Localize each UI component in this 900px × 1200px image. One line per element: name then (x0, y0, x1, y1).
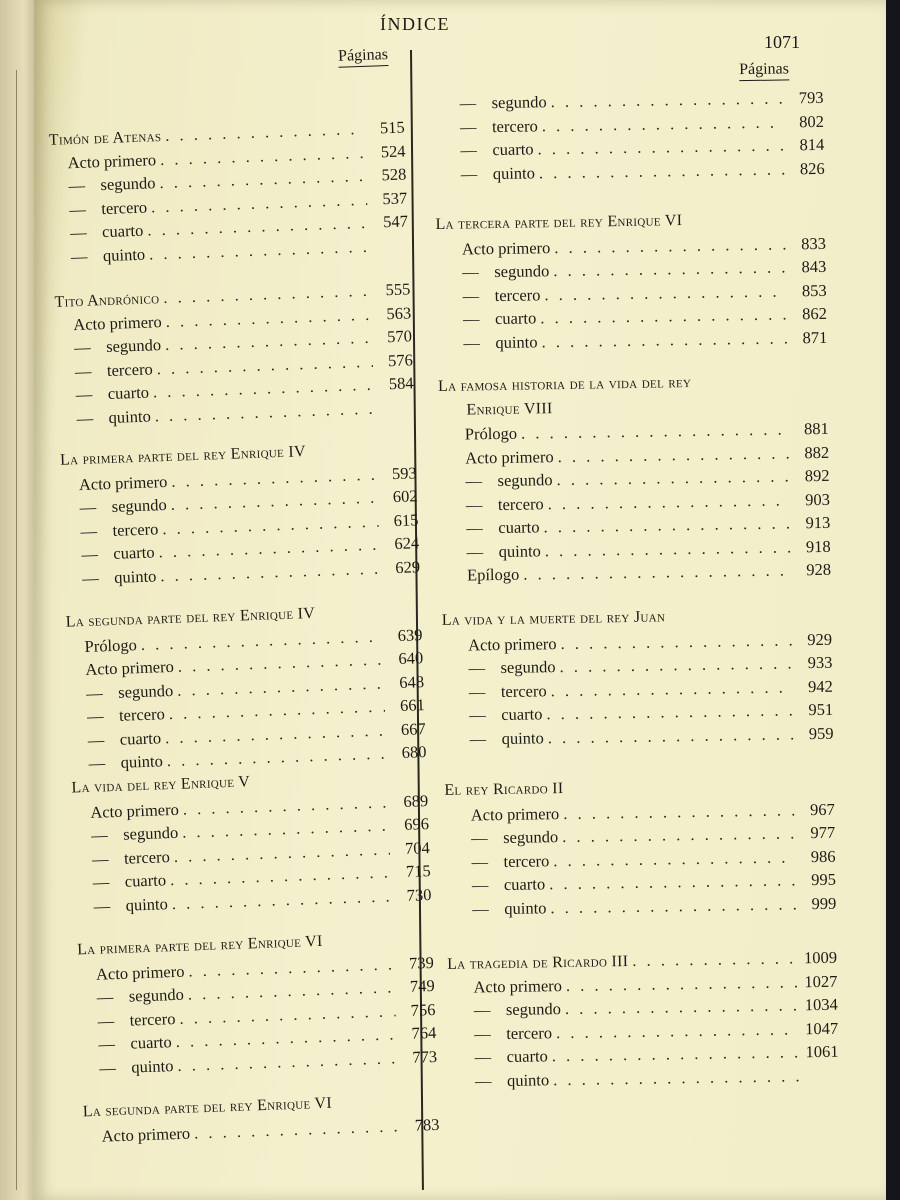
section-title: La vida y la muerte del rey Juan (441, 608, 666, 629)
entry-label: tercero (123, 846, 171, 868)
section-title: La segunda parte del rey Enrique IV (65, 604, 316, 631)
entry-label: segundo (128, 984, 185, 1006)
page-ref: 814 (799, 134, 825, 155)
background-edge (886, 0, 900, 1200)
entry-label: tercero (497, 493, 544, 514)
entry-dash: — (466, 541, 484, 562)
index-entry (441, 558, 831, 588)
page-ref: 1061 (805, 1041, 839, 1062)
entry-label: tercero (129, 1008, 176, 1030)
page-ref: 715 (405, 861, 431, 881)
entry-dash: — (459, 93, 477, 113)
entry-dash: — (86, 706, 104, 726)
entry-label: Acto primero (72, 311, 163, 334)
dot-leader (632, 946, 797, 972)
page-ref: 951 (808, 699, 834, 720)
page-ref: 928 (806, 559, 832, 580)
dot-leader (553, 1064, 799, 1091)
page-ref: 942 (807, 676, 833, 696)
page-ref (379, 412, 415, 413)
entry-label: segundo (117, 680, 174, 702)
page-ref: 624 (394, 533, 420, 554)
page-ref: 995 (810, 869, 837, 890)
page-ref: 871 (802, 327, 828, 347)
entry-label: tercero (500, 680, 547, 701)
entry-dash: — (471, 828, 488, 848)
index-entry (435, 156, 825, 186)
entry-label: tercero (118, 704, 166, 725)
page-ref (373, 250, 409, 251)
index-section (442, 604, 834, 751)
entry-dash: — (80, 520, 98, 541)
dot-leader (539, 157, 785, 184)
page-ref: 704 (404, 837, 431, 858)
entry-label: Acto primero (465, 446, 554, 468)
page-ref: 696 (403, 814, 430, 834)
page-number: 1071 (764, 32, 800, 52)
entry-label: cuarto (494, 308, 537, 329)
section-title: La primera parte del rey Enrique IV (59, 443, 307, 469)
section-title: El rey Ricardo II (444, 780, 564, 799)
entry-dash: — (75, 384, 93, 405)
index-entry (449, 1063, 839, 1093)
entry-label: segundo (497, 470, 553, 491)
page-ref: 793 (798, 87, 824, 108)
dot-leader (541, 326, 787, 353)
entry-label: tercero (506, 1022, 553, 1043)
dot-leader (548, 722, 794, 749)
index-section (82, 1089, 439, 1148)
page-ref: 1034 (804, 994, 838, 1015)
entry-dash: — (459, 116, 477, 137)
entry-dash: — (474, 1070, 492, 1090)
entry-label: cuarto (113, 542, 155, 563)
entry-dash: — (469, 705, 486, 725)
entry-dash: — (69, 222, 87, 243)
entry-dash: — (462, 285, 480, 306)
entry-dash: — (473, 1000, 491, 1020)
page-ref: 563 (386, 302, 412, 323)
entry-dash: — (471, 851, 489, 871)
entry-dash: — (474, 1023, 491, 1043)
page-ref: 739 (408, 952, 435, 973)
page-ref: 986 (810, 846, 836, 866)
page-ref: 640 (398, 648, 424, 669)
page-ref: 689 (403, 790, 429, 811)
entry-dash: — (472, 898, 489, 918)
section-title: La tragedia de Ricardo III (447, 953, 629, 973)
entry-label: Acto primero (95, 961, 185, 984)
entry-dash: — (96, 987, 114, 1007)
entry-dash: — (460, 163, 478, 184)
entry-dash: — (97, 1010, 115, 1031)
entry-label: tercero (100, 197, 148, 218)
page-ref: 833 (800, 233, 827, 253)
entry-label: quinto (120, 751, 164, 772)
entry-label: Acto primero (101, 1123, 191, 1146)
dot-leader (523, 558, 791, 586)
page-ref: 802 (799, 111, 825, 131)
entry-label: tercero (503, 850, 550, 871)
index-section (433, 86, 824, 186)
page-ref: 999 (811, 893, 837, 913)
entry-label: tercero (112, 518, 159, 540)
entry-label: cuarto (506, 1046, 548, 1066)
entry-label: segundo (494, 261, 550, 282)
entry-dash: — (92, 872, 110, 892)
entry-label: cuarto (130, 1032, 172, 1053)
page-ref: 853 (801, 280, 827, 300)
page-ref: 756 (410, 999, 436, 1020)
entry-label: cuarto (501, 704, 543, 724)
entry-dash: — (68, 199, 87, 219)
section-title: La famosa historia de la vida del rey (437, 373, 692, 395)
entry-label: tercero (494, 284, 541, 305)
right-column-label: Páginas (739, 60, 789, 81)
entry-dash: — (465, 494, 483, 515)
index-section (60, 437, 421, 590)
page-ref: 629 (394, 556, 421, 577)
entry-label: quinto (492, 162, 536, 183)
page-ref: 977 (810, 822, 836, 843)
entry-label: quinto (498, 540, 541, 561)
entry-dash: — (68, 175, 86, 196)
page-ref: 576 (387, 349, 414, 370)
page-ref: 933 (807, 652, 833, 673)
entry-label: quinto (108, 406, 152, 427)
entry-dash: — (81, 544, 99, 565)
page-ref: 913 (805, 512, 831, 533)
page-ref (803, 1080, 839, 1081)
entry-label: tercero (106, 358, 154, 380)
entry-label: tercero (491, 115, 538, 136)
entry-label: segundo (122, 822, 179, 844)
page-ref: 547 (382, 211, 409, 232)
entry-label: quinto (495, 331, 538, 352)
entry-label: cuarto (498, 517, 540, 538)
entry-label: segundo (500, 657, 556, 678)
section-title-continued: Enrique VIII (466, 399, 553, 419)
entry-label: Prólogo (84, 634, 138, 656)
entry-dash: — (88, 753, 106, 773)
entry-dash: — (70, 246, 88, 266)
index-section (447, 946, 839, 1093)
entry-dash: — (87, 729, 105, 750)
page-ref: 826 (799, 158, 825, 178)
index-section (65, 599, 427, 776)
entry-dash: — (85, 682, 104, 703)
entry-label: Acto primero (78, 471, 168, 494)
section-title: La primera parte del rey Enrique VI (76, 932, 323, 959)
index-section (444, 774, 836, 921)
entry-label: quinto (102, 244, 146, 265)
entry-label: cuarto (503, 874, 546, 894)
index-section (48, 115, 409, 268)
entry-label: segundo (111, 495, 168, 516)
entry-label: segundo (105, 335, 162, 357)
entry-label: cuarto (119, 727, 162, 749)
page-ref: 515 (379, 117, 405, 138)
entry-label: segundo (505, 999, 562, 1019)
previous-page-rule (16, 70, 17, 1190)
entry-label: Epílogo (466, 564, 520, 585)
index-entry (446, 891, 836, 921)
page-ref: 783 (414, 1114, 440, 1135)
entry-label: quinto (501, 727, 544, 748)
entry-label: Acto primero (85, 656, 175, 679)
entry-dash: — (466, 518, 483, 538)
section-title: Timón de Atenas (48, 127, 162, 149)
dot-leader (550, 892, 796, 919)
page-ref: 929 (807, 629, 833, 649)
page-ref: 555 (385, 279, 411, 300)
page-ref: 648 (398, 671, 425, 692)
section-title: La vida del rey Enrique V (71, 773, 251, 797)
entry-label: quinto (125, 893, 169, 915)
entry-dash: — (91, 848, 109, 869)
entry-dash: — (471, 875, 489, 895)
page-ref: 1009 (803, 947, 838, 968)
page-ref: 843 (801, 256, 827, 277)
entry-dash: — (462, 262, 479, 282)
index-entry (437, 325, 827, 355)
index-entry (443, 721, 833, 751)
entry-dash: — (463, 332, 481, 353)
page-ref: 528 (381, 164, 407, 185)
entry-label: quinto (130, 1055, 174, 1077)
entry-label: segundo (491, 92, 547, 113)
entry-dash: — (73, 337, 91, 358)
page-ref: 615 (393, 509, 419, 530)
entry-dash: — (90, 825, 109, 845)
entry-label: segundo (503, 827, 559, 847)
index-section (71, 765, 432, 918)
page-ref: 892 (804, 465, 830, 486)
entry-dash: — (469, 728, 487, 748)
entry-dash: — (468, 658, 486, 678)
entry-label: quinto (506, 1069, 550, 1090)
entry-label: cuarto (101, 220, 144, 242)
page-ref: 764 (411, 1022, 437, 1043)
section-title: La segunda parte del rey Enrique VI (82, 1094, 333, 1121)
page-ref: 749 (409, 975, 435, 996)
page-ref: 918 (805, 536, 831, 556)
entry-label: segundo (100, 173, 156, 195)
entry-dash: — (474, 1047, 492, 1067)
page-ref: 730 (406, 884, 432, 905)
entry-dash: — (93, 895, 111, 916)
index-section (77, 927, 438, 1080)
page-ref: 680 (401, 742, 427, 762)
entry-dash: — (98, 1057, 117, 1078)
entry-dash: — (465, 471, 483, 491)
entry-label: Acto primero (470, 803, 560, 824)
entry-dash: — (462, 309, 480, 329)
entry-label: Acto primero (90, 799, 180, 822)
page-ref: 959 (808, 723, 834, 743)
page-ref: 524 (380, 140, 406, 161)
entry-label: Prólogo (464, 423, 518, 444)
page-ref: 1027 (804, 971, 838, 991)
entry-label: Acto primero (461, 237, 551, 259)
section-title: Tito Andrónico (54, 290, 160, 311)
entry-label: Acto primero (467, 633, 557, 655)
left-column-label: Páginas (338, 46, 388, 68)
page-ref: 967 (809, 799, 835, 819)
entry-dash: — (79, 497, 97, 518)
entry-dash: — (468, 681, 486, 702)
entry-dash: — (74, 361, 92, 381)
entry-dash: — (76, 408, 94, 428)
index-section (435, 208, 827, 355)
page-ref: 903 (804, 489, 831, 509)
page-ref: 882 (804, 442, 830, 462)
page-ref: 537 (382, 187, 408, 208)
index-section (54, 277, 415, 430)
entry-label: cuarto (492, 139, 534, 160)
entry-label: Acto primero (473, 975, 563, 996)
page-title: ÍNDICE (380, 14, 450, 34)
entry-dash: — (98, 1034, 116, 1054)
page-ref: 862 (802, 303, 828, 324)
page-ref: 570 (386, 326, 413, 347)
entry-label: cuarto (124, 870, 167, 891)
entry-dash: — (81, 567, 100, 588)
page-ref: 1047 (805, 1018, 839, 1038)
page-ref: 661 (399, 695, 426, 715)
page-ref: 584 (388, 373, 414, 394)
page-ref: 881 (803, 418, 829, 439)
page-ref: 593 (391, 462, 418, 483)
page-ref: 639 (397, 624, 423, 645)
entry-label: quinto (113, 565, 157, 587)
page-ref: 773 (412, 1046, 438, 1067)
entry-label: cuarto (107, 382, 150, 404)
entry-label: quinto (504, 897, 547, 918)
page-ref: 667 (400, 718, 426, 739)
index-page (34, 0, 886, 1200)
section-title: La tercera parte del rey Enrique VI (435, 212, 683, 233)
page-ref: 602 (392, 486, 418, 507)
entry-dash: — (460, 140, 478, 160)
entry-label: Acto primero (67, 149, 157, 172)
index-section (438, 370, 831, 588)
